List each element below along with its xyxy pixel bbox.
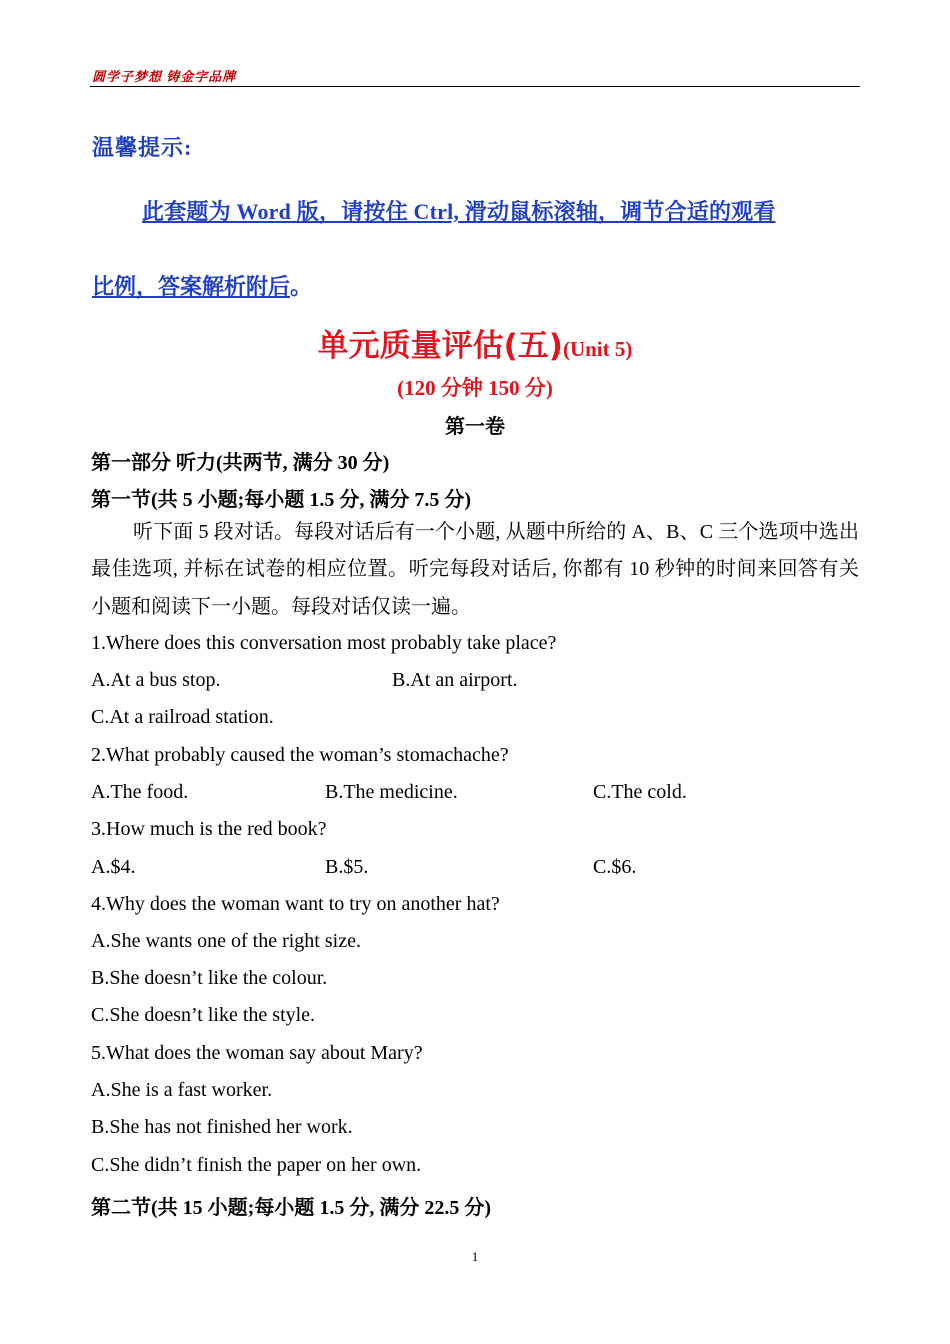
page-title-en: (Unit 5): [562, 337, 633, 361]
volume-title: 第一卷: [445, 416, 505, 438]
question-4: 4.Why does the woman want to try on another hat?: [91, 893, 500, 915]
q1-option-c: C.At a railroad station.: [91, 706, 274, 728]
q3-option-b: B.$5.: [325, 856, 369, 878]
question-3: 3.How much is the red book?: [91, 818, 327, 840]
q5-option-b: B.She has not finished her work.: [91, 1116, 353, 1138]
question-2: 2.What probably caused the woman’s stomachache?: [91, 744, 509, 766]
instructions-paragraph: 听下面 5 段对话。每段对话后有一个小题, 从题中所给的 A、B、C 三个选项中选出最佳选项, 并标在试卷的相应位置。听完每段对话后, 你都有 10 秒钟的时间来回答有关小题和阅读下一小题。每段对话仅读一遍。: [91, 521, 859, 618]
q4-option-a: A.She wants one of the right size.: [91, 930, 361, 952]
question-5: 5.What does the woman say about Mary?: [91, 1042, 423, 1064]
tip-title: 温馨提示:: [92, 135, 193, 160]
q3-option-c: C.$6.: [593, 856, 637, 878]
tip-text-line2-end: 。: [290, 274, 313, 299]
q2-option-b: B.The medicine.: [325, 781, 458, 803]
q2-option-a: A.The food.: [91, 781, 189, 803]
q1-option-b: B.At an airport.: [392, 669, 518, 691]
header-rule: [90, 86, 860, 87]
tip-text-line1: 此套题为 Word 版，请按住 Ctrl, 滑动鼠标滚轴，调节合适的观看: [142, 199, 776, 224]
section-heading-2: 第二节(共 15 小题;每小题 1.5 分, 满分 22.5 分): [91, 1197, 491, 1219]
page-number: 1: [471, 1249, 479, 1264]
header-brand: 圆学子梦想 铸金字品牌: [92, 69, 237, 84]
page-subtitle: (120 分钟 150 分): [397, 376, 553, 400]
part-heading: 第一部分 听力(共两节, 满分 30 分): [91, 452, 390, 474]
q4-option-b: B.She doesn’t like the colour.: [91, 967, 328, 989]
q4-option-c: C.She doesn’t like the style.: [91, 1004, 316, 1026]
q5-option-c: C.She didn’t finish the paper on her own.: [91, 1154, 422, 1176]
q2-option-c: C.The cold.: [593, 781, 687, 803]
page-title-cn: 单元质量评估(五): [317, 328, 563, 364]
q5-option-a: A.She is a fast worker.: [91, 1079, 273, 1101]
page-title: [0, 320, 950, 365]
q3-option-a: A.$4.: [91, 856, 136, 878]
section-heading-1: 第一节(共 5 小题;每小题 1.5 分, 满分 7.5 分): [91, 489, 471, 511]
q1-option-a: A.At a bus stop.: [91, 669, 221, 691]
tip-text-line2-underlined: 比例，答案解析附后: [92, 274, 291, 299]
tip-text-line2: [92, 270, 312, 301]
question-1: 1.Where does this conversation most probably take place?: [91, 632, 557, 654]
